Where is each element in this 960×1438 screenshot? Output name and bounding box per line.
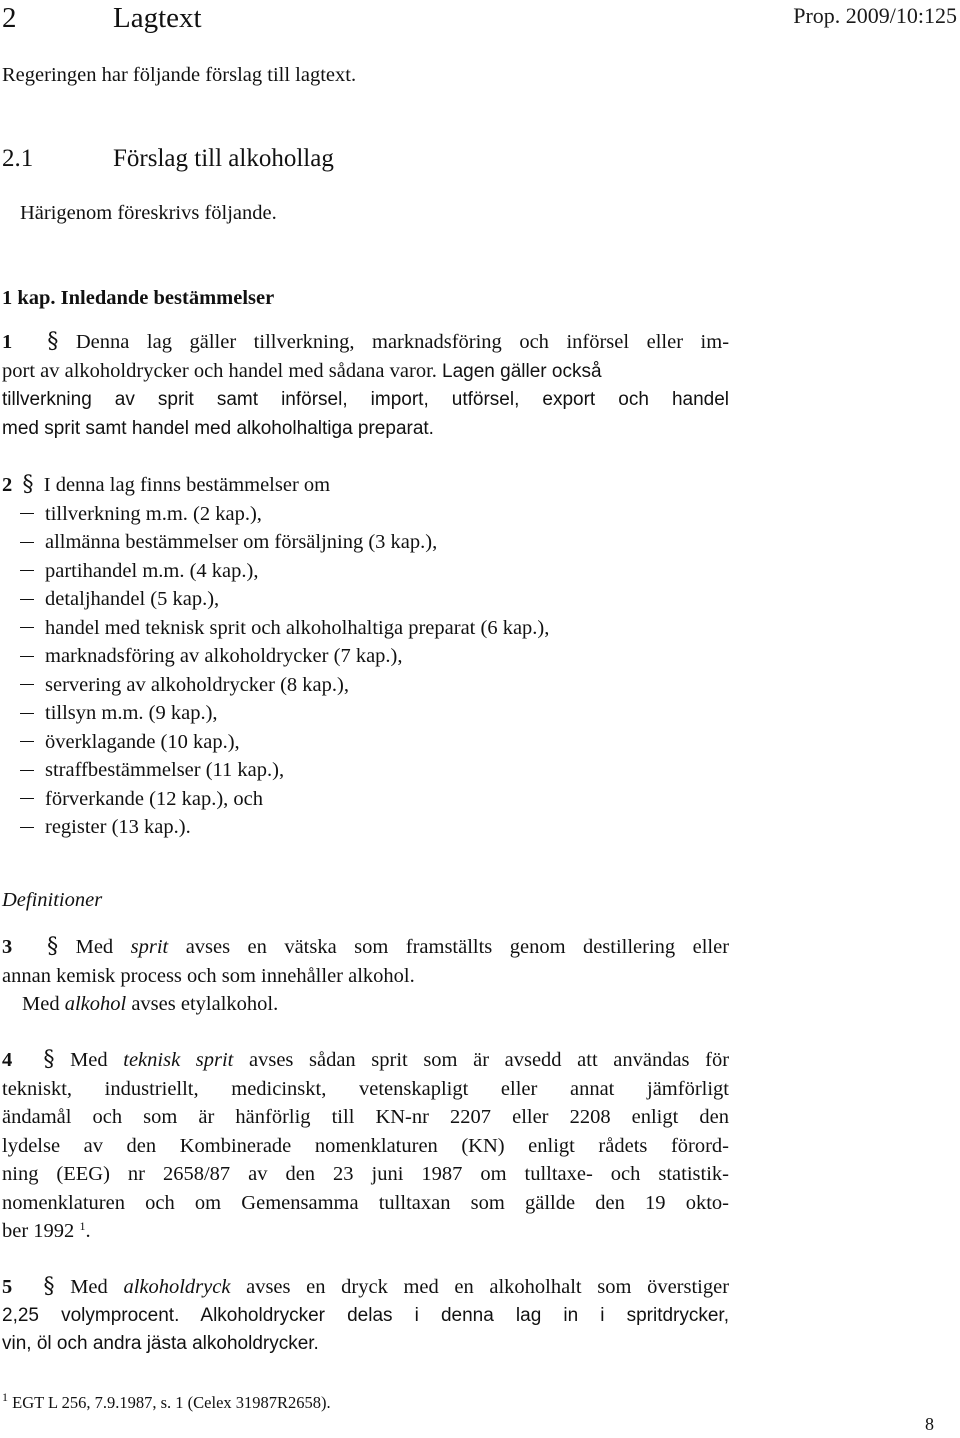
footnote-text: EGT L 256, 7.9.1987, s. 1 (Celex 31987R2658). (12, 1393, 331, 1412)
dash-bullet (20, 684, 34, 685)
footnote (2, 1392, 331, 1414)
paragraph-2 (2, 471, 732, 841)
p5-line-3: vin, öl och andra jästa alkoholdrycker. (2, 1333, 319, 1354)
p4-last-line: ber 1992 $^1$. (2, 1219, 91, 1242)
paragraph-1 (2, 328, 732, 448)
p5-number: 5 (2, 1276, 13, 1298)
list-item: marknadsföring av alkoholdrycker (7 kap.), (20, 642, 403, 671)
list-item: förverkande (12 kap.), och (20, 785, 263, 814)
list-item: register (13 kap.). (20, 813, 191, 842)
list-item: detaljhandel (5 kap.), (20, 585, 219, 614)
p2-intro-line (2, 471, 330, 500)
list-item: tillverkning m.m. (2 kap.), (20, 500, 262, 529)
paragraph-sign: § (47, 934, 59, 959)
decree-text: Härigenom föreskrivs följande. (20, 202, 277, 224)
dash-bullet (20, 570, 34, 571)
p1-text-sans: Lagen gäller också (442, 360, 602, 382)
list-item: straffbestämmelser (11 kap.), (20, 756, 284, 785)
p5-line-2: 2,25 volymprocent. Alkoholdrycker delas i denna lag in i spritdrycker, (2, 1304, 729, 1326)
chapter-1-heading: 1 kap. Inledande bestämmelser (2, 287, 275, 309)
chapter-title: Lagtext (113, 2, 202, 34)
list-item: tillsyn m.m. (9 kap.), (20, 699, 218, 728)
p1-line-4: med sprit samt handel med alkoholhaltiga preparat. (2, 417, 434, 439)
dash-bullet (20, 599, 34, 600)
paragraph-4 (2, 1046, 732, 1246)
p3-line-1: 3 § Med sprit avses en vätska som framställts genom destillering eller (2, 934, 730, 959)
p5-line-1: 5 § Med alkoholdryck avses en dryck med en alkoholhalt som överstiger (2, 1274, 730, 1299)
paragraph-sign: § (22, 472, 34, 497)
defined-term: sprit (130, 936, 169, 958)
paragraph-sign: § (43, 1274, 55, 1299)
p4-line: lydelse av den Kombinerade nomenklaturen (KN) enligt rådets förord- (2, 1134, 729, 1157)
p2-number: 2 (2, 474, 13, 496)
paragraph-sign: § (43, 1047, 55, 1072)
defined-term: teknisk sprit (123, 1049, 234, 1071)
p1-text: port av alkoholdrycker och handel med sådana varor. (2, 359, 437, 382)
dash-bullet (20, 542, 34, 543)
paragraph-3 (2, 933, 732, 1023)
p1-line-2 (2, 357, 602, 387)
list-item: överklagande (10 kap.), (20, 728, 240, 757)
dash-bullet (20, 713, 34, 714)
paragraph-sign: § (47, 329, 59, 354)
p4-line: nomenklaturen och om Gemensamma tulltaxan som gällde den 19 okto- (2, 1191, 729, 1214)
p3-number: 3 (2, 936, 13, 958)
p4-line: tekniskt, industriellt, medicinskt, vetenskapligt eller annat jämförligt (2, 1077, 729, 1100)
p1-number: 1 (2, 331, 13, 353)
chapter-number: 2 (2, 2, 17, 34)
section-title: Förslag till alkohollag (113, 145, 334, 172)
paragraph-5 (2, 1273, 732, 1363)
list-item: handel med teknisk sprit och alkoholhaltiga preparat (6 kap.), (20, 614, 549, 643)
dash-bullet (20, 827, 34, 828)
dash-bullet (20, 513, 34, 514)
p4-line: ändamål och som är hänförlig till KN-nr 2207 eller 2208 enligt den (2, 1106, 729, 1128)
p3-line-3: Med alkohol avses etylalkohol. (22, 993, 279, 1015)
dash-bullet (20, 798, 34, 799)
p4-line-1: 4 § Med teknisk sprit avses sådan sprit som är avsedd att användas för (2, 1047, 730, 1072)
list-item: servering av alkoholdrycker (8 kap.), (20, 671, 349, 700)
p1-text: Denna lag gäller tillverkning, marknadsföring och införsel eller im- (75, 331, 730, 353)
dash-bullet (20, 627, 34, 628)
p1-line-1 (2, 328, 729, 357)
section-number: 2.1 (2, 145, 34, 172)
list-item: allmänna bestämmelser om försäljning (3 kap.), (20, 528, 437, 557)
page-number: 8 (925, 1414, 934, 1434)
list-item: partihandel m.m. (4 kap.), (20, 557, 258, 586)
dash-bullet (20, 656, 34, 657)
dash-bullet (20, 770, 34, 771)
p4-number: 4 (2, 1049, 13, 1071)
defined-term: alkoholdryck (123, 1276, 231, 1298)
p2-intro: I denna lag finns bestämmelser om (43, 474, 331, 496)
p3-line-2: annan kemisk process och som innehåller alkohol. (2, 964, 415, 987)
defined-term: alkohol (64, 993, 127, 1015)
definitions-heading: Definitioner (2, 889, 103, 911)
intro-text: Regeringen har följande förslag till lagtext. (2, 64, 357, 86)
dash-bullet (20, 741, 34, 742)
proposition-reference: Prop. 2009/10:125 (793, 3, 957, 28)
p4-line: ning (EEG) nr 2658/87 av den 23 juni 1987 om tulltaxe- och statistik- (2, 1163, 729, 1185)
p1-line-3: tillverkning av sprit samt införsel, import, utförsel, export och handel (2, 389, 729, 410)
footnote-reference[interactable]: 1 (79, 1219, 86, 1233)
footnote-mark: 1 (2, 1390, 8, 1404)
